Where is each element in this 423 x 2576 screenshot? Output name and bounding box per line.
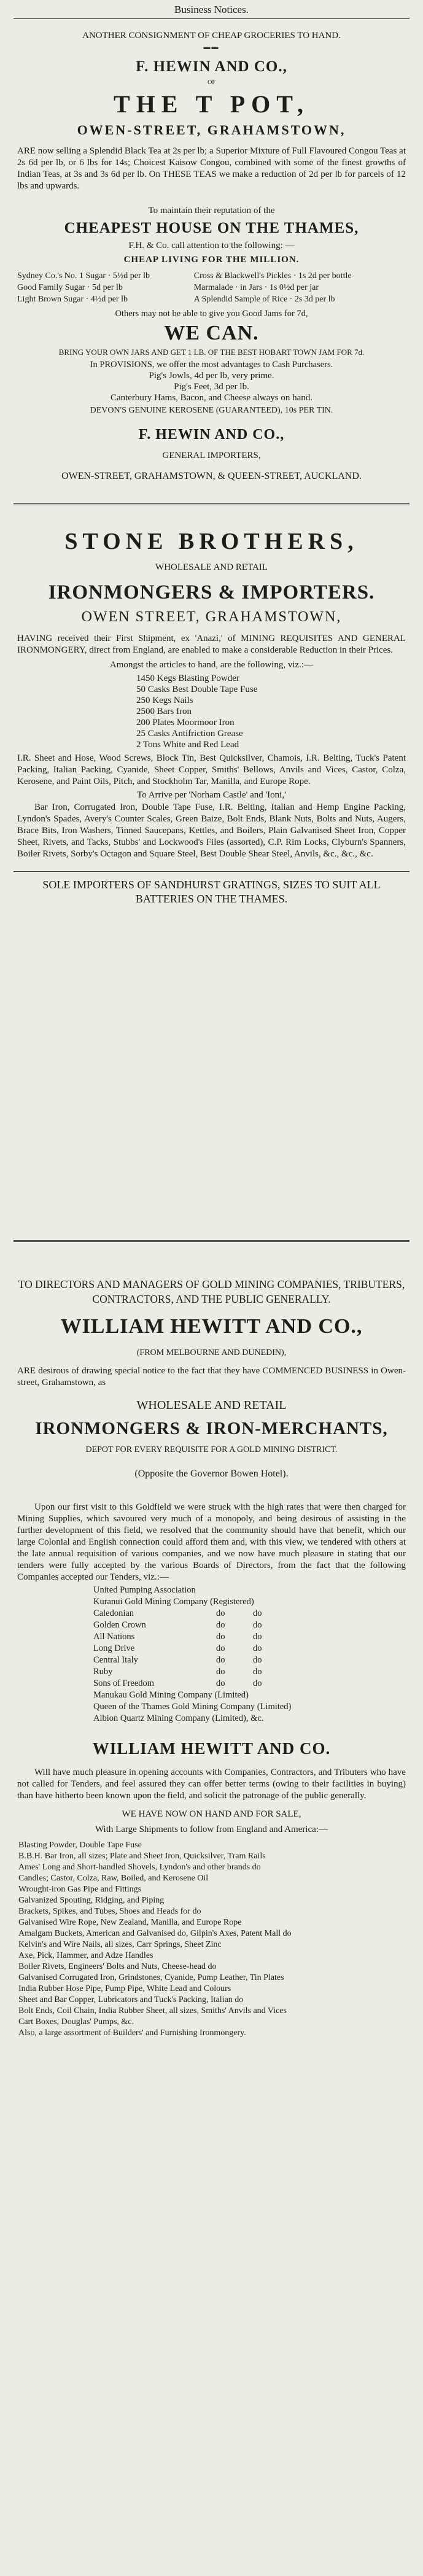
company-row: Sons of Freedom do do <box>93 1678 262 1688</box>
hewin-advert <box>14 25 409 482</box>
ad3-stock-list <box>18 1840 406 2039</box>
ad2-divider <box>14 871 409 872</box>
ad2-arrive: To Arrive per 'Norham Castle' and 'Ioni,' <box>137 790 286 800</box>
ad3-para2: Will have much pleasure in opening accounts with Companies, Contractors, and Tributers who have not called for Tenders, and feel assured they can offer better terms (owing to their facilities in buying) than have hitherto been known upon the field, and solicit the patronage of the public generally. <box>17 1767 406 1801</box>
stone-advert <box>14 528 409 906</box>
price-item: Marmalade · in Jars · 1s 0½d per jar <box>193 283 319 292</box>
ad1-headline: ANOTHER CONSIGNMENT OF CHEAP GROCERIES TO HAND. <box>82 31 341 41</box>
ad3-para: Upon our first visit to this Goldfield we were struck with the high rates that were then charged for Mining Supplies, which savoured very much of a monopoly, and being desirous of assisting in the further development of this field, we resolved that the community should have that benefit, which our large Colonial and English connection could afford them and, with this view, we tendered with others at the late annual requisition of various companies, and we now have much pleasure in stating that our tenders were fully accepted by the various Boards of Directors, from the fact that the following Companies accepted our Tenders, viz.:— <box>17 1502 406 1582</box>
ad3-now-on-hand: WE HAVE NOW ON HAND AND FOR SALE, <box>122 1809 301 1819</box>
provision-item: Canterbury Hams, Bacon, and Cheese always on hand. <box>110 393 313 403</box>
stock-item: Wrought-iron Gas Pipe and Fittings <box>18 1885 142 1894</box>
ad1-provisions: In PROVISIONS, we offer the most advantages to Cash Purchasers. <box>90 360 333 370</box>
company-row: Queen of the Thames Gold Mining Company (Limited) <box>93 1702 292 1712</box>
ad2-address: OWEN STREET, GRAHAMSTOWN, <box>81 609 342 625</box>
ad2-item-list <box>136 673 409 750</box>
ad1-cheap-living: CHEAP LIVING FOR THE MILLION. <box>123 255 300 265</box>
company-row: Long Drive do do <box>93 1643 262 1653</box>
stock-item: Sheet and Bar Copper, Lubricators and Tuck's Packing, Italian do <box>18 1995 244 2004</box>
stock-item: Axe, Pick, Hammer, and Adze Handles <box>18 1951 153 1960</box>
stock-item: India Rubber Hose Pipe, Pump Pipe, White Lead and Colours <box>18 1984 231 1993</box>
price-item: Light Brown Sugar · 4½d per lb <box>17 295 128 304</box>
stock-item: 200 Plates Moormoor Iron <box>136 718 235 727</box>
ad1-provision-list <box>14 370 409 403</box>
ad1-others: Others may not be able to give you Good Jams for 7d, <box>115 309 308 319</box>
ad1-firm: F. HEWIN AND CO., <box>136 58 287 75</box>
ad2-line1: WHOLESALE AND RETAIL <box>155 562 268 572</box>
stock-item: Brackets, Spikes, and Tubes, Shoes and Heads for do <box>18 1907 201 1916</box>
price-item: Cross & Blackwell's Pickles · 1s 2d per bottle <box>193 271 352 281</box>
price-item: A Splendid Sample of Rice · 2s 3d per lb <box>193 295 335 304</box>
ad1-shop: THE T POT, <box>114 90 309 118</box>
ad3-notice: TO DIRECTORS AND MANAGERS OF GOLD MINING COMPANIES, TRIBUTERS, CONTRACTORS, AND THE PUBLIC GENERALLY. <box>18 1278 405 1305</box>
ad3-intro: ARE desirous of drawing special notice to the fact that they have COMMENCED BUSINESS in Owen-street, Grahamstown, as <box>17 1366 406 1387</box>
stock-item: Bolt Ends, Coil Chain, India Rubber Sheet, all sizes, Smiths' Anvils and Vices <box>18 2006 287 2015</box>
stock-item: Galvanized Spouting, Ridging, and Piping <box>18 1896 165 1905</box>
stock-item: B.B.H. Bar Iron, all sizes; Plate and Sheet Iron, Quicksilver, Tram Rails <box>18 1852 266 1861</box>
stock-item: 1450 Kegs Blasting Powder <box>136 673 239 683</box>
stock-item: 2 Tons White and Red Lead <box>136 740 239 750</box>
ad1-maintain: To maintain their reputation of the <box>148 206 275 215</box>
stock-item: Also, a large assortment of Builders' and Furnishing Ironmongery. <box>18 2028 246 2038</box>
ad3-firm: WILLIAM HEWITT AND CO., <box>60 1315 363 1338</box>
stock-item: Ames' Long and Short-handled Shovels, Lyndon's and other brands do <box>18 1863 261 1872</box>
ad2-para2: Bar Iron, Corrugated Iron, Double Tape Fuse, I.R. Belting, Italian and Hemp Engine Packing, Lyndon's Spades, Avery's Counter Scales, Green Baize, Bolt Ends, Blank Nuts, Bolts and Nuts, Augers, Brace Bits, Iron Washers, Tinned Saucepans, Kettles, and Boilers, Plain Galvanised Sheet Iron, Copper Sheet, Rivets, and Tacks, Stubbs' and Lockwood's Files (assorted), C.P. Rim Locks, Clyburn's Spanners, Boiler Rivets, Sorby's Octagon and Square Steel, Best Double Shear Steel, Anvils, &c., &c., &c. <box>17 802 406 859</box>
hewitt-advert <box>14 1277 409 2039</box>
company-row: Central Italy do do <box>93 1655 262 1665</box>
stock-item: Cart Boxes, Douglas' Pumps, &c. <box>18 2017 134 2027</box>
ad2-firm: STONE BROTHERS, <box>64 529 359 554</box>
stock-item: Galvanised Corrugated Iron, Grindstones, Cyanide, Pump Leather, Tin Plates <box>18 1973 284 1982</box>
separator <box>14 503 409 505</box>
company-row: Caledonian do do <box>93 1608 262 1618</box>
stock-item: 50 Casks Best Double Tape Fuse <box>136 685 258 694</box>
company-row: All Nations do do <box>93 1632 262 1642</box>
ad1-we-can: WE CAN. <box>164 322 259 344</box>
provision-item: Pig's Jowls, 4d per lb, very prime. <box>149 371 274 381</box>
ad3-companies <box>93 1585 409 1724</box>
ad2-intro: HAVING received their First Shipment, ex 'Anazi,' of MINING REQUISITES AND GENERAL IRONMONGERY, direct from England, are enabled to make a considerable Reduction in their Prices. <box>17 634 406 655</box>
stock-item: Amalgam Buckets, American and Galvanised do, Gilpin's Axes, Patent Mall do <box>18 1929 292 1938</box>
ad1-cheapest: CHEAPEST HOUSE ON THE THAMES, <box>64 220 359 236</box>
stock-item: 25 Casks Antifriction Grease <box>136 729 243 739</box>
ad2-footer: SOLE IMPORTERS OF SANDHURST GRATINGS, SIZES TO SUIT ALL BATTERIES ON THE THAMES. <box>42 879 381 905</box>
company-row: Golden Crown do do <box>93 1620 262 1630</box>
company-row: Ruby do do <box>93 1667 262 1677</box>
stock-item: Galvanised Wire Rope, New Zealand, Manilla, and Europe Rope <box>18 1918 242 1927</box>
ad1-address-footer: OWEN-STREET, GRAHAMSTOWN, & QUEEN-STREET, AUCKLAND. <box>61 471 362 481</box>
company-row: Kuranui Gold Mining Company (Registered) <box>93 1597 254 1607</box>
stock-item: Candles; Castor, Colza, Raw, Boiled, and Kerosene Oil <box>18 1874 209 1883</box>
ad1-of: OF <box>208 79 215 86</box>
stock-item: 250 Kegs Nails <box>136 696 193 705</box>
ad2-line2: IRONMONGERS & IMPORTERS. <box>48 581 375 603</box>
ad1-call: F.H. & Co. call attention to the following: — <box>128 241 295 250</box>
ad1-ornament: ▬▬ <box>203 44 220 51</box>
ad3-depot: DEPOT FOR EVERY REQUISITE FOR A GOLD MINING DISTRICT. <box>85 1445 338 1454</box>
ad1-role: GENERAL IMPORTERS, <box>162 451 261 460</box>
ad1-intro: ARE now selling a Splendid Black Tea at 2s per lb; a Superior Mixture of Full Flavoured Congou Teas at 2s 6d per lb, or 6 lbs for 14s; Choicest Kaisow Congou, combined with some of the finest growths of Indian Teas, at 3s and 3s 6d per lb. On THESE TEAS we make a reduction of 2d per lb for parcels of 12 lbs and upwards. <box>17 146 406 191</box>
company-row: Manukau Gold Mining Company (Limited) <box>93 1690 249 1700</box>
price-item: Good Family Sugar · 5d per lb <box>17 283 123 292</box>
ad2-amongst: Amongst the articles to hand, are the following, viz.:— <box>109 660 314 670</box>
ad3-opposite: (Opposite the Governor Bowen Hotel). <box>134 1468 289 1479</box>
ad3-shipments: With Large Shipments to follow from England and America:— <box>95 1825 328 1834</box>
ad3-line2: IRONMONGERS & IRON-MERCHANTS, <box>35 1419 388 1438</box>
price-column-left <box>17 270 194 305</box>
section-header: Business Notices. <box>14 0 409 19</box>
ad2-para1: I.R. Sheet and Hose, Wood Screws, Block Tin, Best Quicksilver, Chamois, I.R. Belting, Tuck's Patent Packing, Italian Packing, Cyanide, Sheet Copper, Smiths' Bellows, Anvils and Vices, Castor, Colza, Kerosene, and Paint Oils, Pitch, and Stockholm Tar, Manilla, and Europe Rope. <box>17 753 406 786</box>
company-row: United Pumping Association <box>93 1585 196 1595</box>
separator <box>14 1240 409 1242</box>
provision-item: Pig's Feet, 3d per lb. <box>174 382 249 392</box>
company-row: Albion Quartz Mining Company (Limited), &c. <box>93 1713 264 1723</box>
ad1-address: OWEN-STREET, GRAHAMSTOWN, <box>77 122 346 138</box>
stock-item: Kelvin's and Wire Nails, all sizes, Carr Springs, Sheet Zinc <box>18 1940 222 1949</box>
ad3-firm-footer: WILLIAM HEWITT AND CO. <box>92 1739 331 1758</box>
ad3-from: (FROM MELBOURNE AND DUNEDIN), <box>136 1348 287 1357</box>
price-column-right <box>194 270 406 305</box>
ad1-bring: BRING YOUR OWN JARS AND GET 1 LB. OF THE BEST HOBART TOWN JAM FOR 7d. <box>58 347 365 357</box>
ad3-line1: WHOLESALE AND RETAIL <box>136 1399 287 1412</box>
stock-item: 2500 Bars Iron <box>136 707 192 716</box>
price-item: Sydney Co.'s No. 1 Sugar · 5½d per lb <box>17 271 150 281</box>
stock-item: Boiler Rivets, Engineers' Bolts and Nuts, Cheese-head do <box>18 1962 217 1971</box>
ad1-firm-footer: F. HEWIN AND CO., <box>138 427 285 443</box>
stock-item: Blasting Powder, Double Tape Fuse <box>18 1841 142 1850</box>
ad1-kerosene: DEVON'S GENUINE KEROSENE (GUARANTEED), 10s PER TIN. <box>90 406 333 415</box>
ad1-price-list <box>17 270 406 305</box>
